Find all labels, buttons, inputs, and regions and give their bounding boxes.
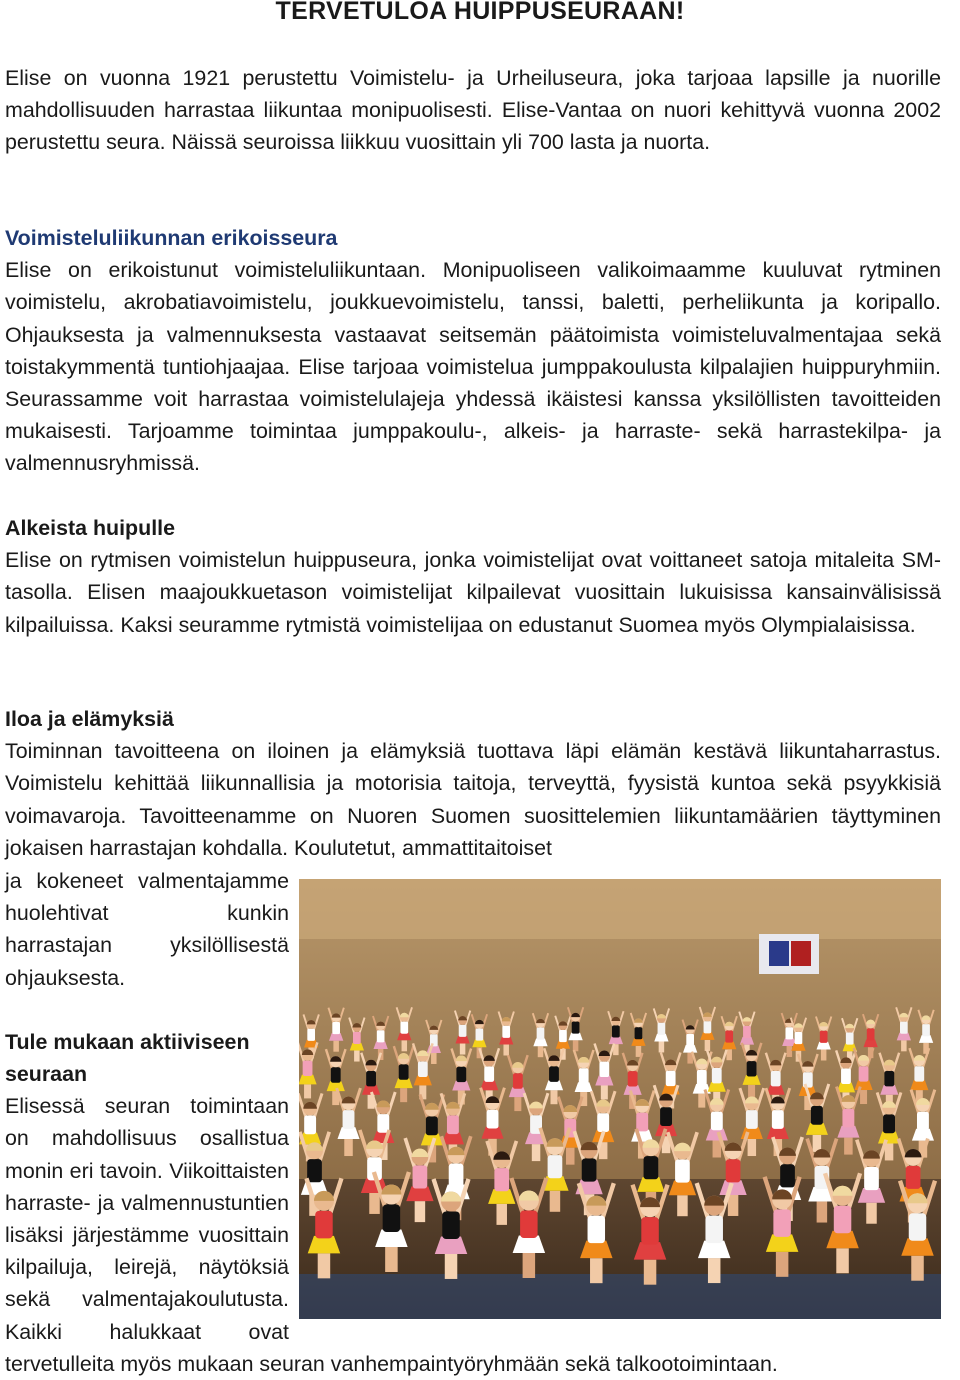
section-paragraph: Elise on erikoistunut voimisteluliikuntaan. Monipuoliseen valikoimaamme kuuluvat rytminen voimistelu, akrobatiavoimistelu, joukkuevoimistelu, tanssi, baletti, perheliikunta ja koripallo. Ohjauksesta ja valmennuksesta vastaavat seitsemän päätoimista voimisteluvalmentajaa sekä toistakymmentä tuntiohjaajaa. Elise tarjoaa voimistelua jumppakoulusta kilpalajien huippuryhmiin. Seurassamme voit harrastaa voimistelulajeja yhdessä ikäistesi kanssa yksilöllisten tavoitteiden mukaisesti. Tarjoamme toimintaa jumppakoulu-, alkeis- ja harraste- sekä harrastekilpa- ja valmennusryhmissä.	[5, 258, 941, 476]
intro-paragraph: Elise on vuonna 1921 perustettu Voimistelu- ja Urheiluseura, joka tarjoaa lapsille ja nuorille mahdollisuuden harrastaa liikuntaa monipuolisesti. Elise-Vantaa on nuori kehittyvä vuonna 2002 perustettu seura. Näissä seuroissa liikkuu vuosittain yli 700 lasta ja nuorta.	[5, 66, 941, 155]
section-paragraph: Elisessä seuran toimintaan on mahdollisuus osallistua monin eri tavoin. Viikoittaisten harraste- ja valmennustuntien lisäksi järjestämme vuosittain kilpailuja, leirejä, näytöksiä sekä valmentajakoulutusta. Kaikki halukkaat ovat tervetulleita myös mukaan seuran vanhempaintyöryhmään sekä talkootoimintaan.	[5, 1094, 778, 1376]
section-specialty	[5, 222, 941, 480]
section-to-the-top	[5, 512, 941, 641]
intro-section	[5, 62, 941, 159]
section-heading: Iloa ja elämyksiä	[5, 707, 174, 731]
gymnasts-group-photo	[299, 879, 941, 1319]
page-title: TERVETULOA HUIPPUSEURAAN!	[275, 0, 685, 25]
section-heading: Alkeista huipulle	[5, 516, 175, 540]
section-paragraph-continued: ja kokeneet valmentajamme huolehtivat kunkin harrastajan yksilöllisestä ohjauksesta.	[5, 869, 289, 990]
group-photo-icon	[299, 879, 941, 1319]
section-heading: Voimisteluliikunnan erikoisseura	[5, 226, 338, 250]
section-paragraph: Elise on rytmisen voimistelun huippuseura, jonka voimistelijat ovat voittaneet satoja mitaleita SM-tasolla. Elisen maajoukkuetason voimistelijat kilpailevat vuosittain lukuisissa kansainvälisissä kilpailuissa. Kaksi seuramme rytmistä voimistelijaa on edustanut Suomea myös Olympialaisissa.	[5, 548, 941, 637]
section-heading: Tule mukaan aktiiviseen seuraan	[5, 1029, 250, 1087]
wrapped-content	[5, 865, 941, 1380]
section-paragraph: Toiminnan tavoitteena on iloinen ja elämyksiä tuottava läpi elämän kestävä liikuntaharrastus. Voimistelu kehittää liikunnallisia ja motorisia taitoja, terveyttä, fyysistä kuntoa sekä psyykkisiä voimavaroja. Tavoitteenamme on Nuoren Suomen suosittelemien liikuntamäärien täyttyminen jokaisen harrastajan kohdalla. Koulutetut, ammattitaitoiset	[5, 739, 941, 860]
section-joy	[5, 703, 941, 864]
